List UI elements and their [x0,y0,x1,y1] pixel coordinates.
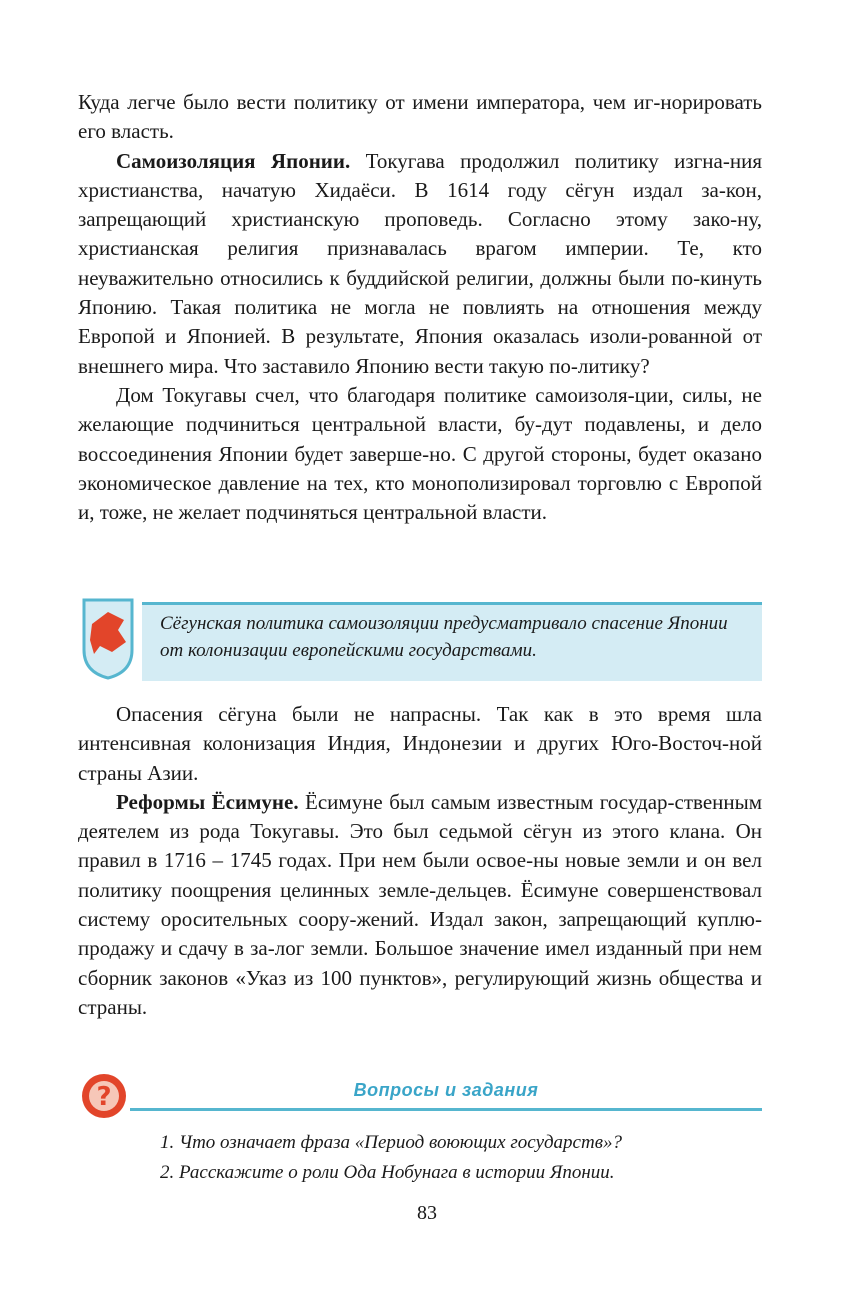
question-icon [78,1070,138,1120]
paragraph-yoshimune: Реформы Ёсимуне. Ёсимуне был самым известным государ-ственным деятелем из рода Токугавы. Это был седьмой сёгун из этого клана. Он правил в 1716 – 1745 годах. При нем были освое-ны новые земли и он вел политику поощрения целинных земле-дельцев. Ёсимуне совершенствовал систему оросительных соору-жений. Издал закон, запрещающий куплю-продажу и сдачу в за-лог земли. Большое значение имел изданный при нем сборник законов «Указ из 100 пунктов», регулирующий жизнь общества и страны. [78,789,763,1019]
question-item: 1. Что означает фраза «Период воюющих государств»? [160,1132,622,1153]
callout-note [78,594,762,680]
paragraph-fears: Опасения сёгуна были не напрасны. Так как в это время шла интенсивная колонизация Индия, Индонезии и других Юго-Восточ-ной страны Азии. [78,702,762,785]
questions-header [78,1070,762,1120]
question-item: 2. Расскажите о роли Ода Нобунага в истории Японии. [160,1162,615,1183]
page-number: 83 [417,1202,437,1224]
paragraph-self-isolation: Самоизоляция Японии. Токугава продолжил политику изгна-ния христианства, начатую Хидаёси. В 1614 году сёгун издал за-кон, запрещающий христианскую проповедь. Согласно этому зако-ну, христианская религия признавалась врагом империи. Те, кто неуважительно относились к буддийской религии, должны были по-кинуть Японию. Такая политика не могла не повлиять на отношения между Европой и Японией. В результате, Япония оказалась изоли-рованной от внешнего мира. Что заставило Японию вести такую по-литику? [78,148,762,378]
text-block-top [78,88,762,527]
heading-yoshimune-reforms: Реформы Ёсимуне. [116,789,299,814]
paragraph-1: Куда легче было вести политику от имени императора, чем иг-норировать его власть. [78,90,762,144]
paragraph-tokugawa-house: Дом Токугавы счел, что благодаря политике самоизоля-ции, силы, не желающие подчиниться центральной власти, бу-дут подавлены, и дело воссоединения Японии будет заверше-но. С другой стороны, будет оказано экономическое давление на тех, кто монополизировал торговлю с Европой и, тоже, не желает подчиняться центральной власти. [78,382,762,525]
questions-divider [130,1108,762,1111]
heading-self-isolation: Самоизоляция Японии. [116,148,351,173]
svg-text:?: ? [96,1082,112,1112]
text-block-bottom [78,700,762,1022]
questions-list [160,1128,760,1188]
questions-title: Вопросы и задания [353,1080,539,1100]
key-point-icon [78,594,138,680]
callout-text: Сёгунская политика самоизоляции предусматривало спасение Японии от колонизации европейскими государствами. [160,613,728,661]
